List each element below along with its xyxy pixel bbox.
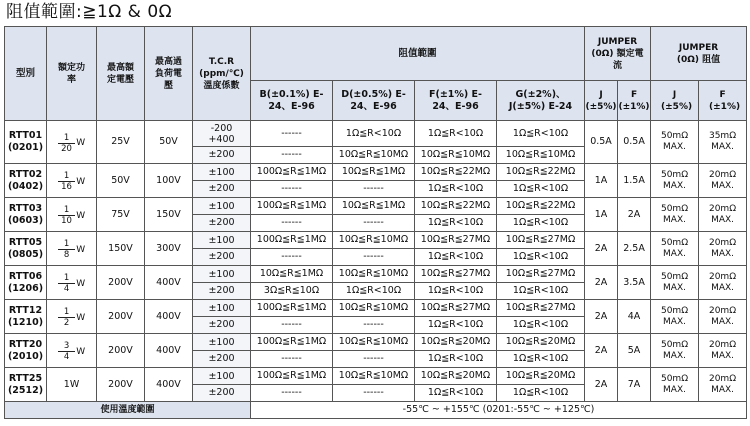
range-gj: 10Ω≦R≦27MΩ [497,266,585,283]
tcr-value: ±100 [193,266,251,283]
table-row [5,300,747,317]
range-f: 1Ω≦R<10Ω [415,283,497,300]
tcr-value: ±200 [193,249,251,266]
range-gj: 1Ω≦R<10Ω [497,351,585,368]
rated-voltage: 25V [97,121,145,164]
page-title: 阻值範圍:≧1Ω & 0Ω [6,2,173,22]
power-denominator: 20 [61,143,72,154]
rated-voltage: 200V [97,266,145,300]
tcr-value: ±200 [193,215,251,232]
range-d: 10Ω≦R≦10MΩ [333,147,415,164]
jumper-current-j: 2A [585,300,618,334]
jumper-value-j: 50mΩ MAX. [651,266,699,300]
table-row [5,198,747,215]
range-d: 1Ω≦R<10Ω [333,283,415,300]
jumper-current-f: 4A [618,300,651,334]
range-b: 100Ω≦R≦1MΩ [251,232,333,249]
jumper-current-f: 3.5A [618,266,651,300]
tcr-value: ±200 [193,181,251,198]
model-code: RTT25 (2512) [5,368,47,402]
range-b: ------ [251,385,333,402]
range-gj: 1Ω≦R<10Ω [497,215,585,232]
range-b: ------ [251,181,333,198]
range-b: 100Ω≦R≦1MΩ [251,334,333,351]
range-d: 1Ω≦R<10Ω [333,121,415,147]
power-denominator: 4 [63,284,70,294]
jumper-current-j: 1A [585,164,618,198]
tcr-value: ±100 [193,300,251,317]
range-f: 10Ω≦R≦10MΩ [415,147,497,164]
jumper-value-j: 50mΩ MAX. [651,368,699,402]
range-b: 10Ω≦R≦1MΩ [251,266,333,283]
tcr-value: ±100 [193,164,251,181]
range-b: 100Ω≦R≦1MΩ [251,368,333,385]
overload-voltage: 50V [145,121,193,164]
rated-power: 1W [47,368,97,402]
tcr-value: ±200 [193,283,251,300]
header-jv-j: J (±5%) [651,81,699,121]
jumper-value-f: 20mΩ MAX. [699,164,747,198]
jumper-value-f: 20mΩ MAX. [699,232,747,266]
jumper-current-f: 7A [618,368,651,402]
range-gj: 10Ω≦R≦22MΩ [497,164,585,181]
jumper-value-j: 50mΩ MAX. [651,164,699,198]
range-gj: 1Ω≦R<10Ω [497,317,585,334]
header-jc-f: F (±1%) [618,81,651,121]
rated-voltage: 150V [97,232,145,266]
jumper-value-f: 20mΩ MAX. [699,334,747,368]
tcr-value: -200 +400 [193,121,251,147]
jumper-current-j: 0.5A [585,121,618,164]
overload-voltage: 100V [145,164,193,198]
tcr-value: ±200 [193,317,251,334]
power-unit: W [76,278,86,289]
jumper-value-f: 20mΩ MAX. [699,300,747,334]
rated-voltage: 50V [97,164,145,198]
range-gj: 1Ω≦R<10Ω [497,283,585,300]
rated-power [47,334,97,368]
range-b: 100Ω≦R≦1MΩ [251,300,333,317]
rated-voltage: 200V [97,300,145,334]
jumper-current-j: 2A [585,368,618,402]
header-tol-b: B(±0.1%) E-24、E-96 [251,81,333,121]
model-code: RTT05 (0805) [5,232,47,266]
range-b: ------ [251,147,333,164]
header-jv-f: F (±1%) [699,81,747,121]
jumper-current-j: 2A [585,232,618,266]
header-tcr: T.C.R (ppm/℃) 溫度係數 [193,27,251,121]
tcr-value: ±200 [193,385,251,402]
range-d: 10Ω≦R≦1MΩ [333,198,415,215]
header-tol-d: D(±0.5%) E-24、E-96 [333,81,415,121]
power-unit: W [76,346,86,357]
power-denominator: 4 [63,352,70,362]
range-b: ------ [251,121,333,147]
jumper-current-j: 2A [585,334,618,368]
overload-voltage: 400V [145,266,193,300]
range-d: 10Ω≦R≦10MΩ [333,232,415,249]
rated-power [47,300,97,334]
tcr-value: ±100 [193,334,251,351]
range-d: ------ [333,215,415,232]
jumper-value-j: 50mΩ MAX. [651,121,699,164]
tcr-value: ±100 [193,198,251,215]
range-f: 1Ω≦R<10Ω [415,181,497,198]
spec-table [4,26,747,419]
rated-power [47,232,97,266]
range-d: ------ [333,249,415,266]
range-gj: 10Ω≦R≦22MΩ [497,198,585,215]
tcr-value: ±200 [193,351,251,368]
range-d: 10Ω≦R≦1MΩ [333,164,415,181]
table-row [5,334,747,351]
range-b: ------ [251,215,333,232]
power-unit: W [76,312,86,323]
jumper-current-j: 2A [585,266,618,300]
rated-power [47,266,97,300]
jumper-value-f: 20mΩ MAX. [699,266,747,300]
power-denominator: 10 [61,216,72,226]
overload-voltage: 400V [145,334,193,368]
rated-power [47,121,97,164]
jumper-current-f: 2A [618,198,651,232]
header-max-overload-voltage: 最高過負荷電壓 [145,27,193,121]
range-f: 1Ω≦R<10Ω [415,351,497,368]
range-f: 10Ω≦R≦20MΩ [415,334,497,351]
rated-power [47,198,97,232]
header-resistance-range: 阻值範圍 [251,27,585,81]
table-row [5,266,747,283]
header-tol-gj: G(±2%)、J(±5%) E-24 [497,81,585,121]
range-b: ------ [251,249,333,266]
power-unit: W [76,176,86,187]
rated-voltage: 75V [97,198,145,232]
overload-voltage: 150V [145,198,193,232]
table-row [5,232,747,249]
model-code: RTT06 (1206) [5,266,47,300]
jumper-value-j: 50mΩ MAX. [651,232,699,266]
jumper-value-j: 50mΩ MAX. [651,198,699,232]
jumper-value-f: 20mΩ MAX. [699,198,747,232]
range-f: 1Ω≦R<10Ω [415,215,497,232]
power-numerator: 1 [58,171,75,182]
power-unit: W [76,138,86,148]
model-code: RTT03 (0603) [5,198,47,232]
range-f: 1Ω≦R<10Ω [415,121,497,147]
range-d: ------ [333,317,415,334]
power-denominator: 16 [61,182,72,192]
range-gj: 10Ω≦R≦20MΩ [497,368,585,385]
tcr-value: ±100 [193,232,251,249]
range-gj: 1Ω≦R<10Ω [497,121,585,147]
range-gj: 1Ω≦R<10Ω [497,385,585,402]
range-f: 1Ω≦R<10Ω [415,249,497,266]
range-d: 10Ω≦R≦10MΩ [333,334,415,351]
range-b: 3Ω≦R≦10Ω [251,283,333,300]
range-f: 10Ω≦R≦20MΩ [415,368,497,385]
power-unit: W [76,210,86,221]
table-row [5,368,747,385]
header-jumper-value: JUMPER (0Ω) 阻值 [651,27,747,81]
model-code: RTT02 (0402) [5,164,47,198]
jumper-current-f: 2.5A [618,232,651,266]
range-d: ------ [333,351,415,368]
overload-voltage: 300V [145,232,193,266]
range-b: ------ [251,351,333,368]
header-jc-j: J (±5%) [585,81,618,121]
model-code: RTT20 (2010) [5,334,47,368]
rated-voltage: 200V [97,334,145,368]
header-max-rated-voltage: 最高額定電壓 [97,27,145,121]
operating-temp-label: 使用溫度範圍 [5,402,251,419]
range-gj: 1Ω≦R<10Ω [497,249,585,266]
header-model: 型別 [5,27,47,121]
rated-voltage: 200V [97,368,145,402]
power-numerator: 1 [58,205,75,216]
power-unit: W [76,244,86,255]
tcr-value: ±200 [193,147,251,164]
jumper-current-f: 1.5A [618,164,651,198]
header-jumper-current: JUMPER (0Ω) 額定電流 [585,27,651,81]
range-b: ------ [251,317,333,334]
power-numerator: 1 [58,307,75,318]
range-gj: 10Ω≦R≦27MΩ [497,232,585,249]
table-row [5,121,747,147]
model-code: RTT12 (1210) [5,300,47,334]
power-denominator: 8 [63,250,70,260]
power-numerator: 1 [58,273,75,284]
jumper-current-j: 1A [585,198,618,232]
jumper-current-f: 0.5A [618,121,651,164]
header-tol-f: F(±1%) E-24、E-96 [415,81,497,121]
overload-voltage: 400V [145,368,193,402]
jumper-value-f: 20mΩ MAX. [699,368,747,402]
range-d: ------ [333,385,415,402]
range-f: 10Ω≦R≦27MΩ [415,266,497,283]
range-gj: 10Ω≦R≦27MΩ [497,300,585,317]
header-rated-power: 額定功率 [47,27,97,121]
power-denominator: 2 [63,318,70,328]
range-gj: 10Ω≦R≦20MΩ [497,334,585,351]
range-b: 100Ω≦R≦1MΩ [251,164,333,181]
range-gj: 10Ω≦R≦10MΩ [497,147,585,164]
jumper-current-f: 5A [618,334,651,368]
range-f: 1Ω≦R<10Ω [415,385,497,402]
range-f: 10Ω≦R≦27MΩ [415,300,497,317]
jumper-value-j: 50mΩ MAX. [651,334,699,368]
model-code: RTT01 (0201) [5,121,47,164]
tcr-value: ±100 [193,368,251,385]
range-f: 1Ω≦R<10Ω [415,317,497,334]
range-d: 10Ω≦R≦10MΩ [333,300,415,317]
range-f: 10Ω≦R≦22MΩ [415,164,497,181]
range-d: ------ [333,181,415,198]
power-numerator: 3 [58,341,75,352]
operating-temp-value: -55℃ ~ +155℃ (0201:-55℃ ~ +125℃) [251,402,747,419]
power-numerator: 1 [58,133,75,144]
range-d: 10Ω≦R≦10MΩ [333,266,415,283]
jumper-value-f: 35mΩ MAX. [699,121,747,164]
range-f: 10Ω≦R≦22MΩ [415,198,497,215]
table-row [5,164,747,181]
overload-voltage: 400V [145,300,193,334]
range-b: 100Ω≦R≦1MΩ [251,198,333,215]
power-numerator: 1 [58,239,75,250]
range-f: 10Ω≦R≦27MΩ [415,232,497,249]
jumper-value-j: 50mΩ MAX. [651,300,699,334]
range-d: 10Ω≦R≦10MΩ [333,368,415,385]
rated-power [47,164,97,198]
range-gj: 1Ω≦R<10Ω [497,181,585,198]
